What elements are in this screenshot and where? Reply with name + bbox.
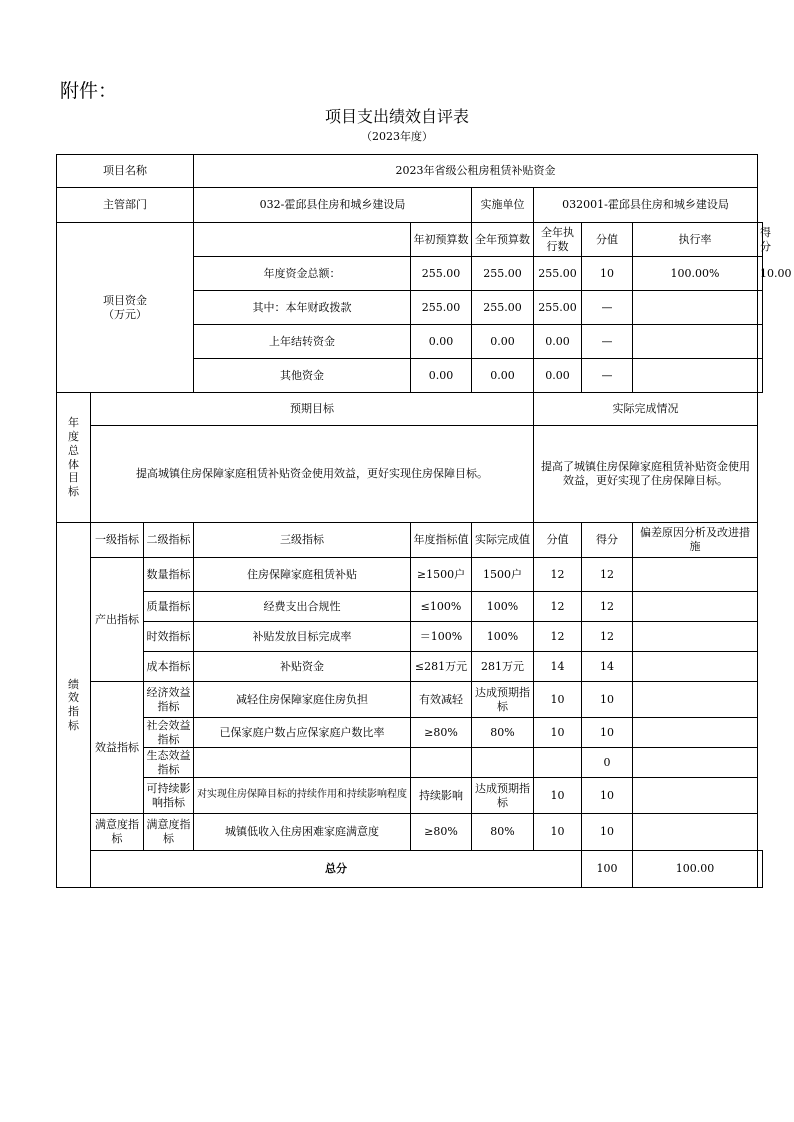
perf-deviation — [633, 682, 758, 718]
perf-target: ＝100% — [411, 622, 472, 652]
funds-cell — [633, 325, 758, 359]
perf-level1: 满意度指标 — [91, 814, 144, 851]
goals-expected-text: 提高城镇住房保障家庭租赁补贴资金使用效益，更好实现住房保障目标。 — [91, 426, 534, 523]
funds-label: 项目资金 （万元） — [57, 223, 194, 393]
perf-score-value: 14 — [534, 652, 582, 682]
funds-header-executed: 全年执行数 — [534, 223, 582, 257]
perf-score-value: 12 — [534, 622, 582, 652]
perf-level3: 补贴资金 — [194, 652, 411, 682]
document-title: 项目支出绩效自评表 — [324, 107, 469, 126]
funds-header-rate: 执行率 — [633, 223, 758, 257]
funds-row-label: 上年结转资金 — [194, 325, 411, 359]
perf-score-value: 10 — [534, 682, 582, 718]
perf-score: 10 — [582, 682, 633, 718]
perf-level2: 经济效益指标 — [144, 682, 194, 718]
perf-deviation — [633, 814, 758, 851]
perf-score-value — [534, 748, 582, 778]
perf-target: 持续影响 — [411, 778, 472, 814]
perf-deviation — [633, 748, 758, 778]
funds-header-score-value: 分值 — [582, 223, 633, 257]
self-evaluation-table — [56, 154, 792, 888]
perf-header-level3: 三级指标 — [194, 523, 411, 558]
impl-value: 032001-霍邱县住房和城乡建设局 — [534, 188, 758, 223]
dept-label: 主管部门 — [57, 188, 194, 223]
perf-level3 — [194, 748, 411, 778]
funds-row-label: 年度资金总额： — [194, 257, 411, 291]
perf-target: ≤100% — [411, 592, 472, 622]
perf-actual: 达成预期指标 — [472, 778, 534, 814]
perf-score-value: 12 — [534, 558, 582, 592]
total-score: 100.00 — [633, 851, 758, 888]
perf-level3: 补贴发放目标完成率 — [194, 622, 411, 652]
total-deviation — [758, 851, 763, 888]
perf-target: 有效减轻 — [411, 682, 472, 718]
perf-deviation — [633, 558, 758, 592]
funds-header-annual: 全年预算数 — [472, 223, 534, 257]
performance-label: 绩效指标 — [57, 523, 91, 888]
perf-level2: 时效指标 — [144, 622, 194, 652]
funds-cell: 255.00 — [472, 257, 534, 291]
funds-row-label: 其中：本年财政拨款 — [194, 291, 411, 325]
perf-level2: 可持续影响指标 — [144, 778, 194, 814]
funds-cell: 0.00 — [534, 359, 582, 393]
funds-cell: 10.00 — [758, 257, 763, 291]
perf-score-value: 10 — [534, 718, 582, 748]
perf-deviation — [633, 622, 758, 652]
perf-header-score: 得分 — [582, 523, 633, 558]
perf-score: 10 — [582, 718, 633, 748]
perf-actual: 80% — [472, 814, 534, 851]
funds-cell — [633, 291, 758, 325]
perf-score: 0 — [582, 748, 633, 778]
perf-deviation — [633, 652, 758, 682]
funds-cell: 0.00 — [472, 325, 534, 359]
perf-deviation — [633, 718, 758, 748]
funds-header-blank — [194, 223, 411, 257]
perf-score-value: 10 — [534, 778, 582, 814]
funds-header-initial: 年初预算数 — [411, 223, 472, 257]
perf-target: ≥1500户 — [411, 558, 472, 592]
perf-level2: 成本指标 — [144, 652, 194, 682]
perf-actual — [472, 748, 534, 778]
perf-target — [411, 748, 472, 778]
attachment-label: 附件： — [60, 80, 118, 102]
perf-level2: 满意度指标 — [144, 814, 194, 851]
funds-cell: — — [582, 325, 633, 359]
funds-cell: 0.00 — [534, 325, 582, 359]
project-name-label: 项目名称 — [57, 155, 194, 188]
perf-score: 10 — [582, 814, 633, 851]
perf-deviation — [633, 778, 758, 814]
impl-label: 实施单位 — [472, 188, 534, 223]
perf-level3: 经费支出合规性 — [194, 592, 411, 622]
funds-cell: 255.00 — [411, 257, 472, 291]
perf-actual: 100% — [472, 592, 534, 622]
perf-actual: 100% — [472, 622, 534, 652]
total-score-value: 100 — [582, 851, 633, 888]
funds-cell: 255.00 — [534, 257, 582, 291]
perf-score-value: 10 — [534, 814, 582, 851]
perf-actual: 达成预期指标 — [472, 682, 534, 718]
perf-level2: 质量指标 — [144, 592, 194, 622]
perf-level1: 产出指标 — [91, 558, 144, 682]
perf-level3: 对实现住房保障目标的持续作用和持续影响程度 — [194, 778, 411, 814]
perf-score-value: 12 — [534, 592, 582, 622]
funds-header-score: 得分 — [758, 223, 763, 257]
funds-cell — [758, 359, 763, 393]
goals-actual-text: 提高了城镇住房保障家庭租赁补贴资金使用效益，更好实现了住房保障目标。 — [534, 426, 758, 523]
perf-level2: 生态效益指标 — [144, 748, 194, 778]
perf-deviation — [633, 592, 758, 622]
funds-cell: 255.00 — [472, 291, 534, 325]
perf-actual: 281万元 — [472, 652, 534, 682]
perf-level1: 效益指标 — [91, 682, 144, 814]
perf-target: ≥80% — [411, 814, 472, 851]
document-year: （2023年度） — [361, 130, 433, 143]
funds-cell: — — [582, 291, 633, 325]
perf-header-target: 年度指标值 — [411, 523, 472, 558]
funds-cell: 255.00 — [411, 291, 472, 325]
perf-target: ≥80% — [411, 718, 472, 748]
perf-target: ≤281万元 — [411, 652, 472, 682]
perf-header-level2: 二级指标 — [144, 523, 194, 558]
funds-cell: — — [582, 359, 633, 393]
perf-header-actual: 实际完成值 — [472, 523, 534, 558]
funds-cell: 10 — [582, 257, 633, 291]
funds-cell: 255.00 — [534, 291, 582, 325]
perf-score: 14 — [582, 652, 633, 682]
dept-value: 032-霍邱县住房和城乡建设局 — [194, 188, 472, 223]
perf-level3: 已保家庭户数占应保家庭户数比率 — [194, 718, 411, 748]
perf-score: 12 — [582, 622, 633, 652]
perf-score: 12 — [582, 558, 633, 592]
goals-label: 年度总体目标 — [57, 393, 91, 523]
perf-header-score-value: 分值 — [534, 523, 582, 558]
perf-actual: 80% — [472, 718, 534, 748]
funds-cell: 0.00 — [472, 359, 534, 393]
perf-level3: 住房保障家庭租赁补贴 — [194, 558, 411, 592]
goals-expected-header: 预期目标 — [91, 393, 534, 426]
perf-level3: 城镇低收入住房困难家庭满意度 — [194, 814, 411, 851]
funds-cell: 100.00% — [633, 257, 758, 291]
funds-cell: 0.00 — [411, 325, 472, 359]
perf-actual: 1500户 — [472, 558, 534, 592]
funds-row-label: 其他资金 — [194, 359, 411, 393]
funds-cell — [758, 325, 763, 359]
perf-header-deviation: 偏差原因分析及改进措施 — [633, 523, 758, 558]
funds-cell: 0.00 — [411, 359, 472, 393]
total-label: 总分 — [91, 851, 582, 888]
funds-cell — [758, 291, 763, 325]
perf-score: 12 — [582, 592, 633, 622]
perf-level2: 数量指标 — [144, 558, 194, 592]
project-name-value: 2023年省级公租房租赁补贴资金 — [194, 155, 758, 188]
goals-actual-header: 实际完成情况 — [534, 393, 758, 426]
perf-level3: 减轻住房保障家庭住房负担 — [194, 682, 411, 718]
perf-level2: 社会效益指标 — [144, 718, 194, 748]
perf-score: 10 — [582, 778, 633, 814]
perf-header-level1: 一级指标 — [91, 523, 144, 558]
funds-cell — [633, 359, 758, 393]
